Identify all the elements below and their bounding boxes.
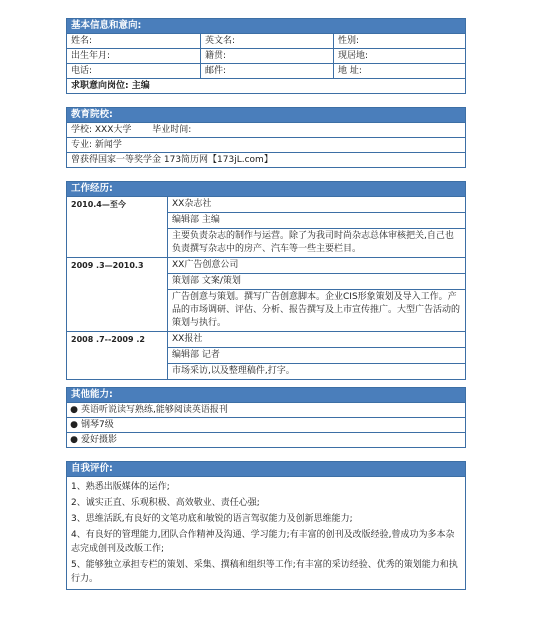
evaluation-item: 2、诚实正直、乐观积极、高效敬业、责任心强; <box>71 498 260 508</box>
education-section <box>66 107 466 168</box>
work-company: XX杂志社 <box>168 197 466 213</box>
graduation-label: 毕业时间: <box>152 125 192 135</box>
school-text: 学校: XXX大学 <box>71 125 132 135</box>
bullet-icon: ● <box>70 420 78 430</box>
skill-item <box>67 417 465 432</box>
basic-info-section <box>66 18 466 94</box>
phone-label: 电话: <box>71 66 93 76</box>
work-period: 2010.4—至今 <box>67 197 168 258</box>
skill-text: 爱好摄影 <box>81 435 118 445</box>
work-company: XX报社 <box>168 332 466 348</box>
gender-label: 性别: <box>333 34 359 48</box>
work-entry-1-company-row <box>67 197 465 213</box>
work-description: 市场采访,以及整理稿件,打字。 <box>168 364 466 380</box>
skills-title: 其他能力: <box>67 388 465 402</box>
address-label: 地 址: <box>333 64 362 78</box>
work-company: XX广告创意公司 <box>168 258 466 274</box>
education-title: 教育院校: <box>67 108 465 122</box>
skill-item <box>67 402 465 417</box>
name-label: 姓名: <box>71 36 93 46</box>
birth-label: 出生年月: <box>71 51 111 61</box>
evaluation-title: 自我评价: <box>67 462 465 476</box>
evaluation-item: 4、有良好的管理能力,团队合作精神及沟通、学习能力;有丰富的创刊及改版经验,曾成功为多本杂志完成创刊及改版工作; <box>71 530 455 554</box>
skill-item <box>67 432 465 447</box>
work-role: 编辑部 主编 <box>168 213 466 229</box>
bullet-icon: ● <box>70 405 78 415</box>
english-name-label: 英文名: <box>200 34 235 48</box>
work-role: 策划部 文案/策划 <box>168 274 466 290</box>
evaluation-item: 5、能够独立承担专栏的策划、采集、撰稿和组织等工作;有丰富的采访经验、优秀的策划能力和执行力。 <box>71 560 458 584</box>
email-label: 邮件: <box>200 64 226 78</box>
evaluation-body <box>67 476 465 589</box>
work-period: 2008 .7--2009 .2 <box>67 332 168 380</box>
skill-text: 钢琴7级 <box>81 420 114 430</box>
work-description: 广告创意与策划。撰写广告创意脚本。企业CIS形象策划及导入工作。产品的市场调研、评估、分析、报告撰写及上市宣传推广。大型广告活动的策划与执行。 <box>168 290 466 332</box>
basic-row-3 <box>67 63 465 78</box>
skill-text: 英语听说读写熟练,能够阅读英语报刊 <box>81 405 228 415</box>
job-intent: 求职意向岗位: 主编 <box>67 78 465 93</box>
basic-row-2 <box>67 48 465 63</box>
evaluation-item: 1、熟悉出版媒体的运作; <box>71 482 170 492</box>
major-text: 专业: 新闻学 <box>67 137 465 152</box>
work-role: 编辑部 记者 <box>168 348 466 364</box>
work-period: 2009 .3—2010.3 <box>67 258 168 332</box>
work-entry-2-company-row <box>67 258 465 274</box>
bullet-icon: ● <box>70 435 78 445</box>
education-row-school <box>67 122 465 137</box>
work-section <box>66 181 466 380</box>
basic-row-1 <box>67 33 465 48</box>
skills-section <box>66 387 466 448</box>
residence-label: 现居地: <box>333 49 368 63</box>
evaluation-section <box>66 461 466 590</box>
evaluation-item: 3、思维活跃,有良好的文笔功底和敏锐的语言驾驭能力及创新思维能力; <box>71 514 353 524</box>
work-description: 主要负责杂志的制作与运营。除了为我司时尚杂志总体审核把关,自己也负责撰写杂志中的房产、汽车等一些主要栏目。 <box>168 229 466 258</box>
work-title: 工作经历: <box>67 182 465 196</box>
work-entry-3-company-row <box>67 332 465 348</box>
native-place-label: 籍贯: <box>200 49 226 63</box>
award-text: 曾获得国家一等奖学金 173简历网【173jL.com】 <box>67 152 465 167</box>
basic-info-title: 基本信息和意向: <box>67 19 465 33</box>
work-table <box>67 196 465 379</box>
